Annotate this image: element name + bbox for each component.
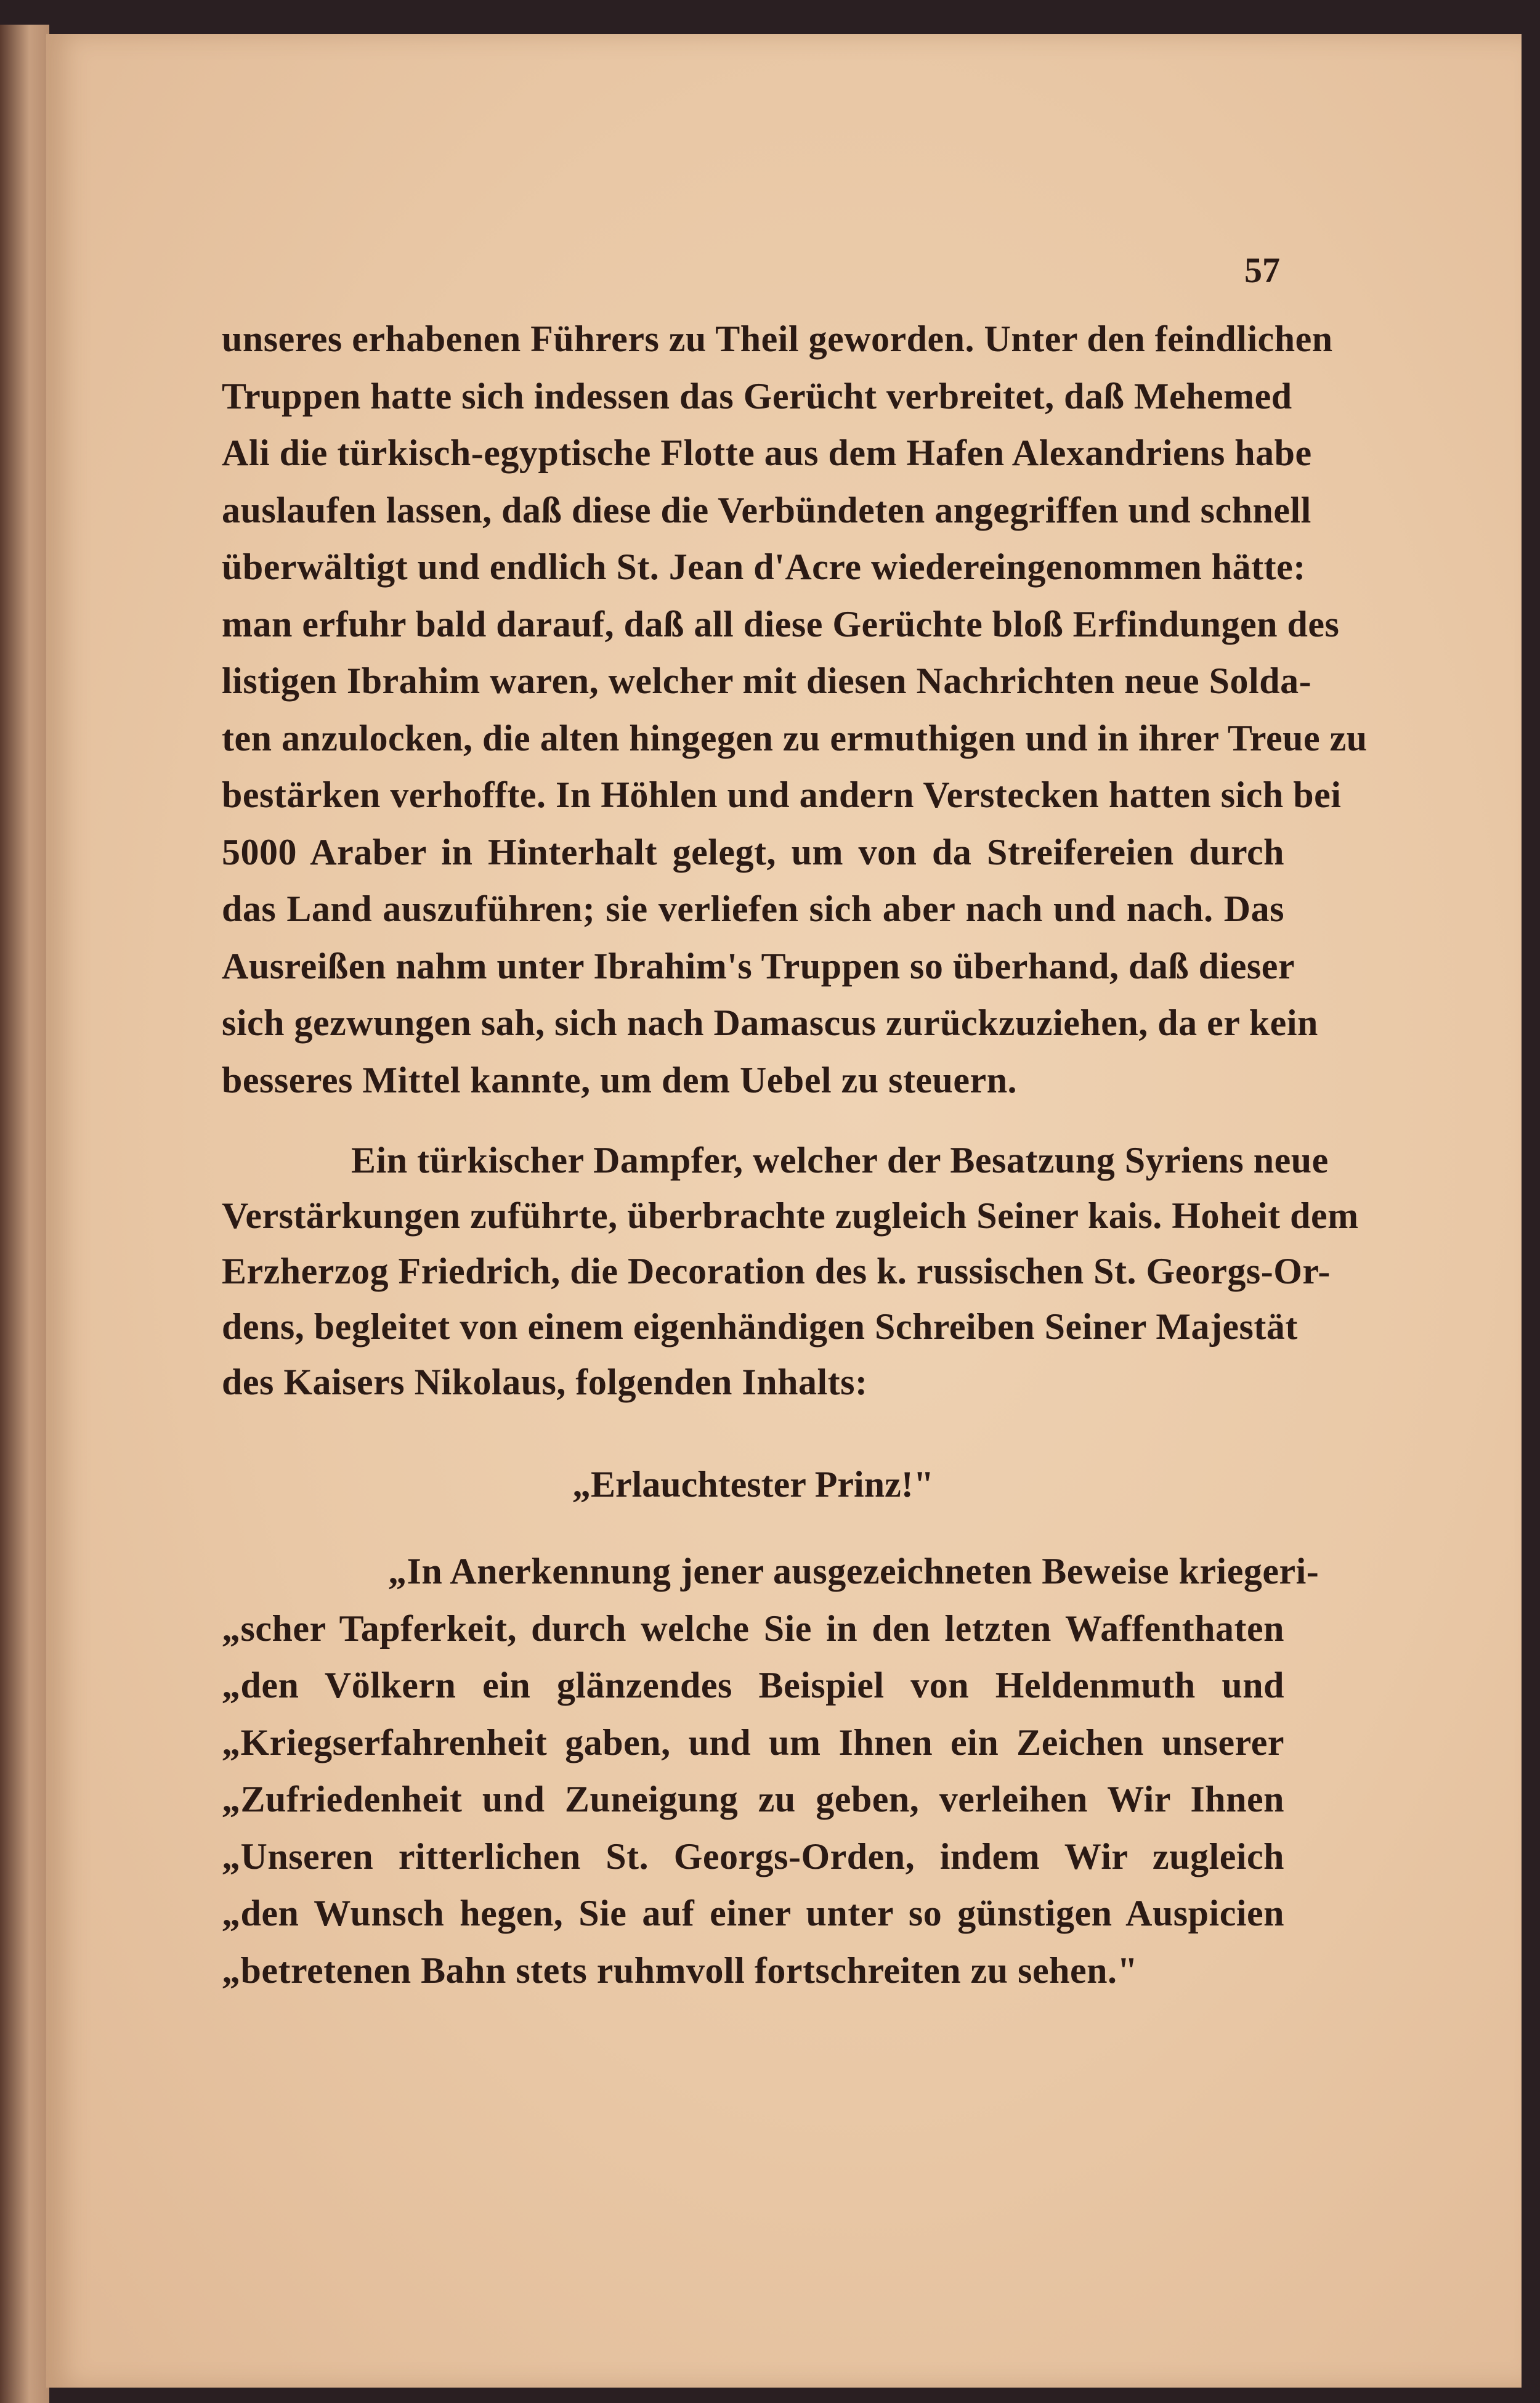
text-line: „Kriegserfahrenheit gaben, und um Ihnen ein Zeichen unserer (222, 1722, 1284, 1763)
text-line: „In Anerkennung jener ausgezeichneten Beweise kriegeri- (388, 1551, 1319, 1592)
text-line: „den Völkern ein glänzendes Beispiel von Heldenmuth und (222, 1665, 1284, 1706)
text-line: Verstärkungen zuführte, überbrachte zugleich Seiner kais. Hoheit dem (222, 1195, 1359, 1236)
text-line: „Zufriedenheit und Zuneigung zu geben, verleihen Wir Ihnen (222, 1779, 1284, 1820)
text-line: bestärken verhoffte. In Höhlen und andern Verstecken hatten sich bei (222, 775, 1342, 815)
text-line: „Unseren ritterlichen St. Georgs-Orden, indem Wir zugleich (222, 1836, 1284, 1877)
adjacent-page-edge (0, 25, 49, 2403)
text-line: dens, begleitet von einem eigenhändigen Schreiben Seiner Majestät (222, 1306, 1298, 1347)
text-line: des Kaisers Nikolaus, folgenden Inhalts: (222, 1362, 868, 1402)
text-line: „betretenen Bahn stets ruhmvoll fortschreiten zu sehen." (222, 1950, 1138, 1991)
page-number: 57 (1244, 250, 1280, 290)
text-line: ten anzulocken, die alten hingegen zu ermuthigen und in ihrer Treue zu (222, 717, 1368, 758)
text-line: unseres erhabenen Führers zu Theil geworden. Unter den feindlichen (222, 319, 1333, 359)
text-line: sich gezwungen sah, sich nach Damascus zurückzuziehen, da er kein (222, 1002, 1318, 1043)
text-line: man erfuhr bald darauf, daß all diese Gerüchte bloß Erfindungen des (222, 603, 1340, 644)
text-line: „den Wunsch hegen, Sie auf einer unter so günstigen Auspicien (222, 1893, 1284, 1933)
text-line: Truppen hatte sich indessen das Gerücht verbreitet, daß Mehemed (222, 375, 1292, 417)
text-line: überwältigt und endlich St. Jean d'Acre wiedereingenommen hätte: (222, 547, 1306, 587)
text-line: 5000 Araber in Hinterhalt gelegt, um von da Streifereien durch (222, 831, 1284, 872)
text-line: Ausreißen nahm unter Ibrahim's Truppen so überhand, daß dieser (222, 945, 1295, 986)
text-line: listigen Ibrahim waren, welcher mit diesen Nachrichten neue Solda- (222, 661, 1312, 701)
text-line: das Land auszuführen; sie verliefen sich aber nach und nach. Das (222, 888, 1284, 929)
text-line: Ein türkischer Dampfer, welcher der Besatzung Syriens neue (351, 1140, 1329, 1181)
text-line: Ali die türkisch-egyptische Flotte aus dem Hafen Alexandriens habe (222, 433, 1312, 473)
text-line: besseres Mittel kannte, um dem Uebel zu steuern. (222, 1059, 1018, 1100)
text-line: „scher Tapferkeit, durch welche Sie in den letzten Waffenthaten (222, 1608, 1284, 1649)
text-line: Erzherzog Friedrich, die Decoration des k. russischen St. Georgs-Or- (222, 1251, 1331, 1291)
text-line: auslaufen lassen, daß diese die Verbündeten angegriffen und schnell (222, 489, 1311, 531)
letter-salutation: „Erlauchtester Prinz!" (572, 1464, 934, 1505)
